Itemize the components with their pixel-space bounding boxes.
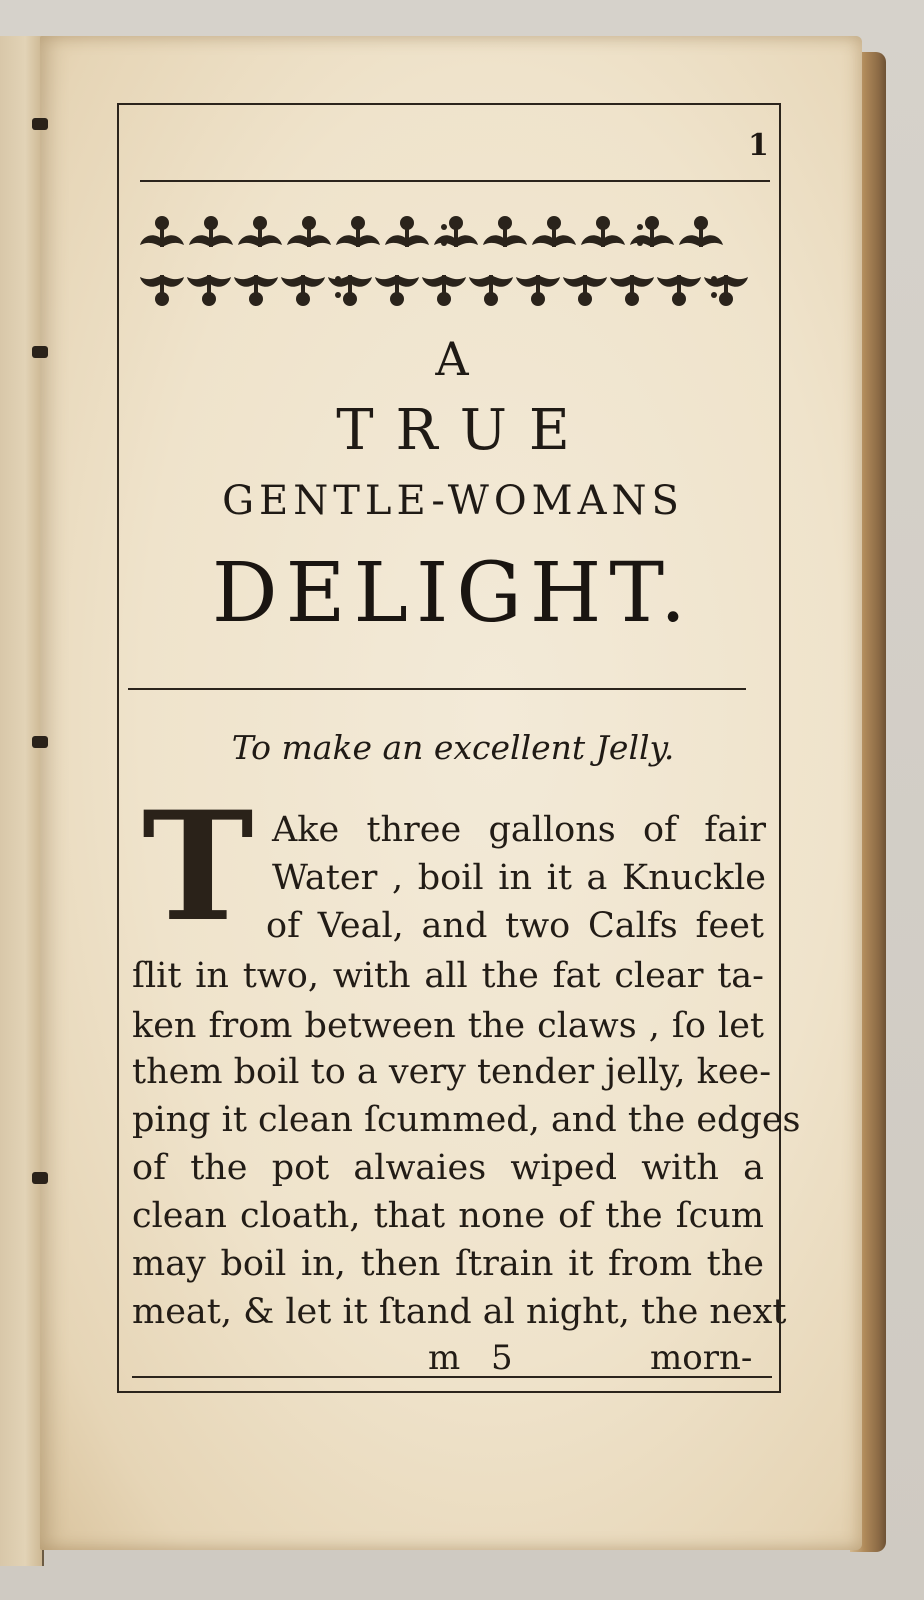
drop-cap: T <box>142 779 254 955</box>
body-line: them boil to a very tender jelly, kee- <box>132 1052 772 1092</box>
fleuron-border-top <box>140 212 770 258</box>
body-line: ken from between the claws , ſo let <box>132 1006 764 1046</box>
catchword: morn- <box>650 1338 753 1378</box>
fleuron-border-bottom <box>140 264 770 310</box>
body-line: Ake three gallons of fair <box>272 810 766 850</box>
signature-mark: m 5 <box>428 1338 523 1378</box>
body-line: may boil in, then ſtrain it from the <box>132 1244 764 1284</box>
body-line: ſlit in two, with all the fat clear ta- <box>132 956 764 996</box>
recipe-heading: To make an excellent Jelly. <box>231 728 675 767</box>
page-number: 1 <box>748 128 769 163</box>
mid-rule <box>128 688 746 690</box>
top-rule <box>140 180 770 182</box>
body-line: ping it clean ſcummed, and the edges <box>132 1100 801 1140</box>
body-line: meat, & let it ſtand al night, the next <box>132 1292 787 1332</box>
title-line-a: A <box>435 332 471 386</box>
body-line: Water , boil in it a Knuckle <box>272 858 766 898</box>
title-line-delight: DELIGHT. <box>211 546 695 641</box>
facing-page-edge <box>0 36 44 1566</box>
body-line: of the pot alwaies wiped with a <box>132 1148 764 1188</box>
binding-stitch <box>32 1172 48 1184</box>
body-line: clean cloath, that none of the ſcum <box>132 1196 764 1236</box>
body-line: of Veal, and two Calfs feet <box>266 906 764 946</box>
title-line-true: TRUE <box>336 398 592 463</box>
binding-stitch <box>32 118 48 130</box>
title-line-gentle-womans: GENTLE-WOMANS <box>222 478 684 524</box>
